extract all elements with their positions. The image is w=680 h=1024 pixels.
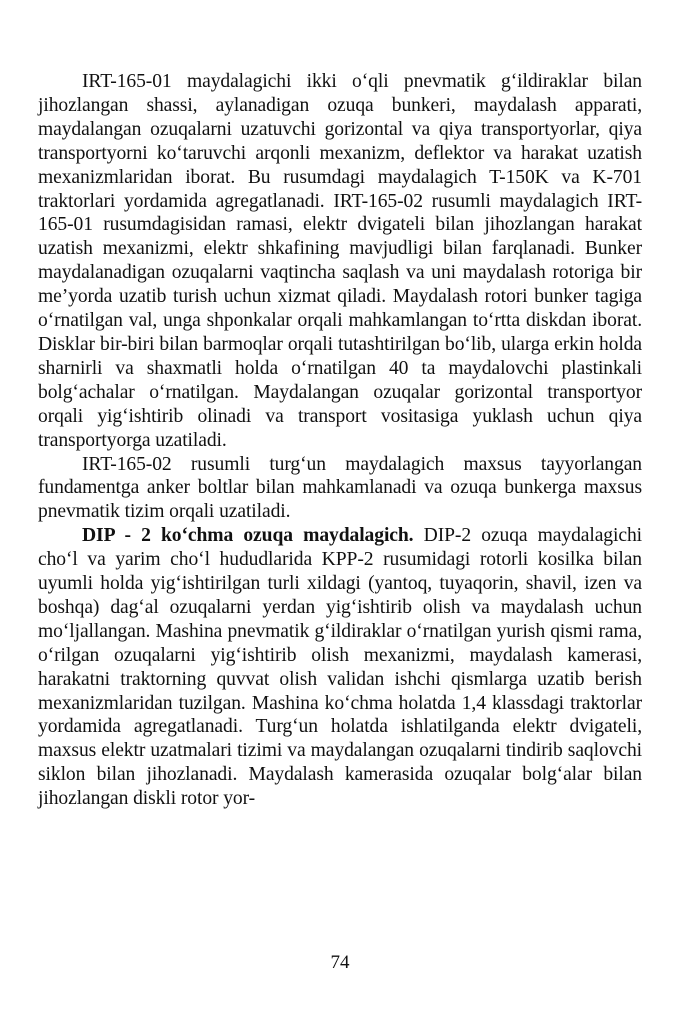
paragraph-dip-2-text: DIP-2 ozuqa maydalagichi cho‘l va yarim cho‘l hududlarida KPP-2 rusumidagi rotorli kosilka bilan uyumli holda yig‘ishtirilgan turli xildagi (yantoq, tuyaqorin, shavil, izen va boshqa) dag‘al ozuqalarni yerdan yig‘ishtirib olish va maydalash uchun mo‘ljallangan. Mashina pnevmatik g‘ildiraklar o‘rnatilgan yurish qismi rama, o‘rilgan ozuqalarni yig‘ishtirib olish mexanizmi, maydalash kamerasi, harakatni traktorning quvvat olish validan ishchi qismlarga uzatib berish mexanizmlaridan tuzilgan. Mashina ko‘chma holatda 1,4 klassdagi traktorlar yordamida agregatlanadi. Turg‘un holatda ishlatilganda elektr dvigateli, maxsus elektr uzatmalari tizimi va maydalangan ozuqalarni tindirib saqlovchi siklon bilan jihozlanadi. Maydalash kamerasida ozuqalar bolg‘alar bilan jihozlangan diskli rotor yor-	[38, 525, 642, 810]
page-body	[38, 70, 642, 811]
paragraph-irt-165-02: IRT-165-02 rusumli turg‘un maydalagich maxsus tayyorlangan fundamentga anker boltlar bilan mahkamlanadi va ozuqa bunkerga maxsus pnevmatik tizim orqali uzatiladi.	[38, 453, 642, 523]
paragraph-irt-165-01: IRT-165-01 maydalagichi ikki o‘qli pnevmatik g‘ildiraklar bilan jihozlangan shassi, aylanadigan ozuqa bunkeri, maydalash apparati, maydalangan ozuqalarni uzatuvchi gorizontal va qiya transportyorlar, qiya transportyorni ko‘taruvchi arqonli mexanizm, deflektor va harakat uzatish mexanizmlaridan iborat. Bu rusumdagi maydalagich T-150K va K-701 traktorlari yordamida agregatlanadi. IRT-165-02 rusumli maydalagich IRT-165-01 rusumdagisidan ramasi, elektr dvigateli bilan jihozlangan harakat uzatish mexanizmi, elektr shkafining mavjudligi bilan farqlanadi. Bunker maydalanadigan ozuqalarni vaqtincha saqlash va uni maydalash rotoriga bir me’yorda uzatib turish uchun xizmat qiladi. Maydalash rotori bunker tagiga o‘rnatilgan val, unga shponkalar orqali mahkamlangan to‘rtta diskdan iborat. Disklar bir-biri bilan barmoqlar orqali tutashtirilgan bo‘lib, ularga erkin holda sharnirli va shaxmatli holda o‘rnatilgan 40 ta maydalovchi plastinkali bolg‘achalar o‘rnatilgan. Maydalangan ozuqalar gorizontal transportyor orqali yig‘ishtirib olinadi va transport vositasiga yuklash uchun qiya transportyorga uzatiladi.	[38, 71, 642, 451]
paragraph-dip-2	[38, 524, 642, 811]
section-heading-dip-2: DIP - 2 ko‘chma ozuqa maydalagich.	[82, 525, 414, 547]
page-number: 74	[330, 952, 350, 973]
